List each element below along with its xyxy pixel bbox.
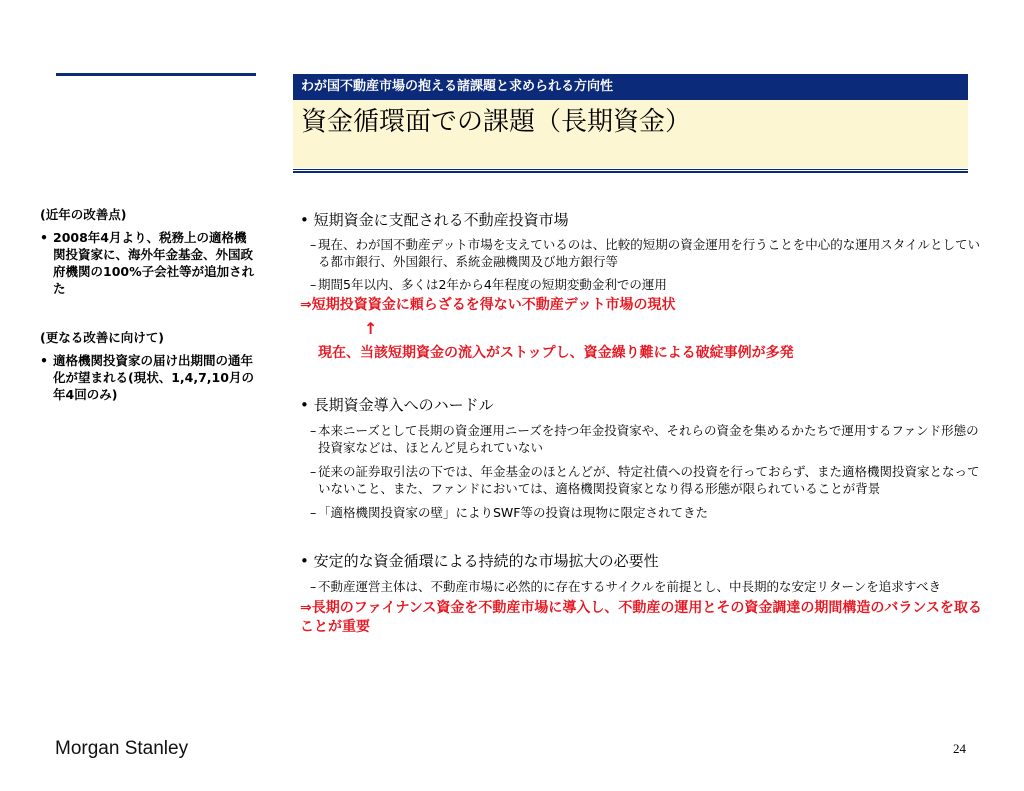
section1-sub2 bbox=[300, 276, 990, 293]
page-title: 資金循環面での課題（長期資金） bbox=[301, 107, 692, 137]
sidebar-heading-further: (更なる改善に向けて) bbox=[40, 330, 164, 345]
dash-marker: – bbox=[310, 277, 317, 292]
section1-sub1 bbox=[300, 236, 990, 270]
section2-sub2-text: 従来の証券取引法の下では、年金基金のほとんどが、特定社債への投資を行っておらず、また適格機関投資家となっていないこと、また、ファンドにおいては、適格機関投資家となり得る形態が限られていることが背景 bbox=[318, 464, 980, 496]
morgan-stanley-logo: Morgan Stanley bbox=[55, 738, 189, 759]
main-content bbox=[300, 210, 990, 637]
sidebar-bullet-improvement: • 2008年4月より、税務上の適格機関投資家に、海外年金基金、外国政府機関の100%子会社等が追加された bbox=[40, 229, 258, 297]
section2-sub3 bbox=[300, 504, 990, 521]
title-divider-thin bbox=[293, 169, 968, 170]
dash-marker: – bbox=[310, 505, 317, 520]
dash-marker: – bbox=[310, 464, 317, 479]
section2-sub2 bbox=[300, 463, 990, 497]
sidebar-notes bbox=[40, 206, 258, 419]
title-box bbox=[293, 100, 968, 168]
dash-marker: – bbox=[310, 423, 317, 438]
section1-sub1-text: 現在、わが国不動産デット市場を支えているのは、比較的短期の資金運用を行うことを中心的な運用スタイルとしている都市銀行、外国銀行、系統金融機関及び地方銀行等 bbox=[318, 237, 981, 269]
left-accent-rule bbox=[56, 73, 256, 76]
dash-marker: – bbox=[310, 237, 317, 252]
section1-consequence: 現在、当該短期資金の流入がストップし、資金繰り難による破綻事例が多発 bbox=[318, 345, 794, 361]
section3-conclusion: ⇒長期のファイナンス資金を不動産市場に導入し、不動産の運用とその資金調達の期間構造のバランスを取ることが重要 bbox=[300, 600, 982, 635]
section3-sub1 bbox=[300, 578, 990, 595]
section2-sub1 bbox=[300, 422, 990, 456]
page-number: 24 bbox=[953, 741, 966, 756]
section3-sub1-text: 不動産運営主体は、不動産市場に必然的に存在するサイクルを前提とし、中長期的な安定リターンを追求すべき bbox=[318, 579, 942, 594]
up-arrow-icon: ↑ bbox=[364, 319, 378, 338]
section2-title: • 長期資金導入へのハードル bbox=[300, 396, 494, 414]
sidebar-heading-improvements: (近年の改善点) bbox=[40, 207, 127, 222]
section-header-bar: わが国不動産市場の抱える諸課題と求められる方向性 bbox=[293, 74, 968, 100]
section3-title: • 安定的な資金循環による持続的な市場拡大の必要性 bbox=[300, 552, 659, 570]
section1-sub2-text: 期間5年以内、多くは2年から4年程度の短期変動金利での運用 bbox=[318, 277, 667, 292]
sidebar-bullet-further: • 適格機関投資家の届け出期間の通年化が望まれる(現状、1,4,7,10月の年4回のみ) bbox=[40, 352, 258, 403]
section1-title: • 短期資金に支配される不動産投資市場 bbox=[300, 211, 569, 229]
section2-sub1-text: 本来ニーズとして長期の資金運用ニーズを持つ年金投資家や、それらの資金を集めるかたちで運用するファンド形態の投資家などは、ほとんど見られていない bbox=[318, 423, 979, 455]
section2-sub3-text: 「適格機関投資家の壁」によりSWF等の投資は現物に限定されてきた bbox=[318, 505, 708, 520]
section1-conclusion: ⇒短期投資資金に頼らざるを得ない不動産デット市場の現状 bbox=[300, 297, 676, 313]
dash-marker: – bbox=[310, 579, 317, 594]
title-divider-thick bbox=[293, 171, 968, 173]
